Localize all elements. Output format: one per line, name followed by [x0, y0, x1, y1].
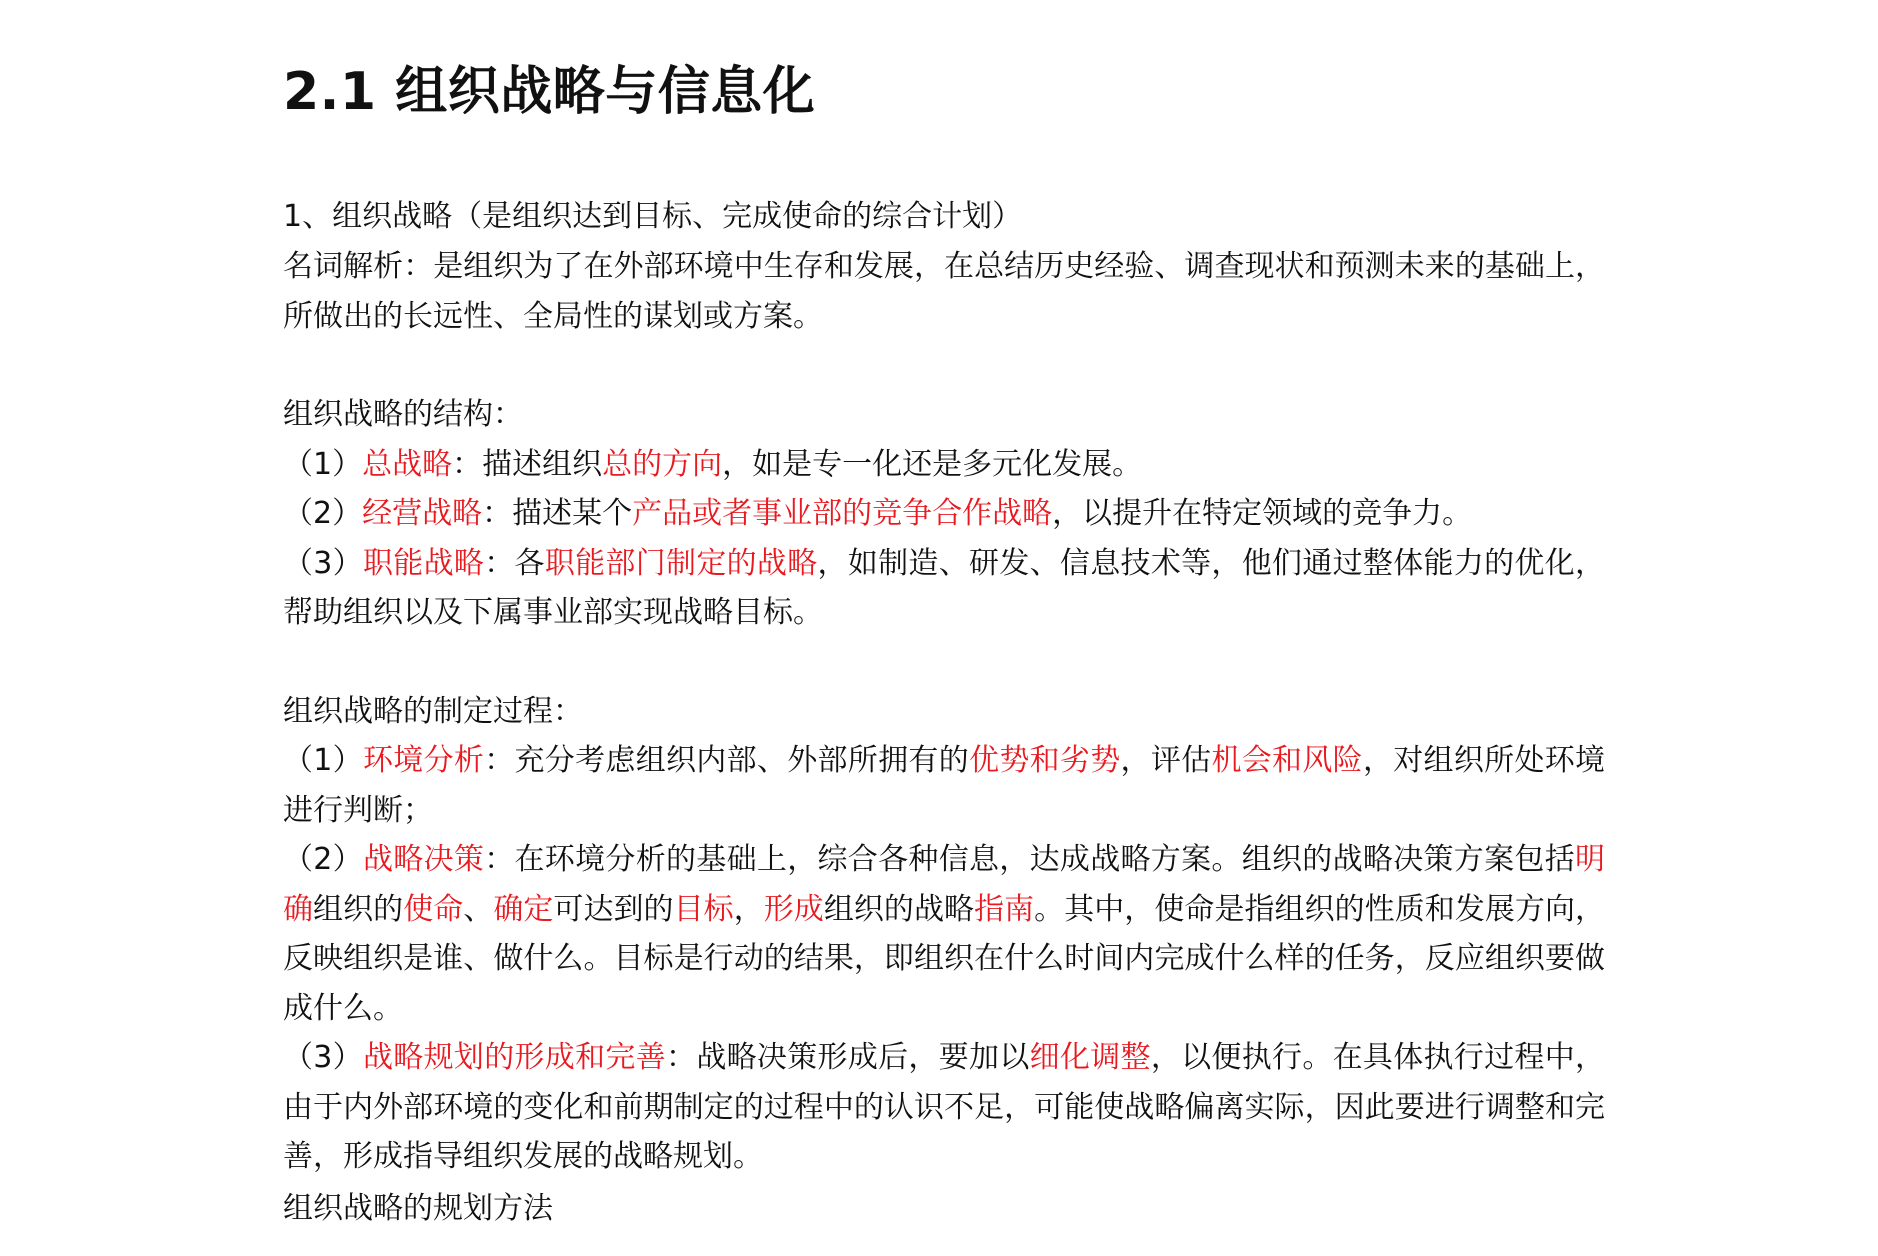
- process-item-number: （2）: [283, 842, 363, 877]
- process-highlight-text: 机会和风险: [1211, 743, 1363, 778]
- process-highlight-text: 目标: [673, 891, 734, 927]
- next-section-heading: 组织战略的规划方法: [283, 1191, 553, 1226]
- process-item: [283, 1033, 1605, 1182]
- process-body-text: ：战略决策形成后，要加以: [666, 1040, 1030, 1075]
- structure-body-text: ：各: [484, 545, 545, 581]
- structure-body-text: ，如是专一化还是多元化发展。: [722, 446, 1143, 482]
- definition-paragraph: [283, 242, 1605, 341]
- structure-highlight-text: 总战略: [362, 446, 453, 482]
- process-list: [283, 736, 1605, 1182]
- process-heading: 组织战略的制定过程：: [283, 693, 583, 729]
- process-highlight-text: 形成: [763, 891, 824, 927]
- definition-label: 名词解析: [283, 249, 404, 284]
- process-body-text: ，对组织所处环境进行判断；: [283, 743, 1606, 828]
- structure-highlight-text: 职能部门制定的战略: [544, 545, 818, 581]
- process-item-number: （3）: [283, 1040, 363, 1075]
- process-highlight-text: 战略决策: [363, 842, 485, 877]
- structure-highlight-text: 经营战略: [362, 496, 483, 531]
- process-highlight-text: 确定: [493, 891, 554, 927]
- structure-item-number: （2）: [283, 496, 363, 531]
- structure-item-number: （3）: [283, 545, 363, 581]
- definition-text: 是组织为了在外部环境中生存和发展，在总结历史经验、调查现状和预测未来的基础上，所做出的长远性、全局性的谋划或方案。: [283, 249, 1606, 334]
- structure-list: [283, 440, 1605, 638]
- process-highlight-text: 战略规划的形成和完善: [363, 1040, 667, 1075]
- process-highlight-text: 指南: [974, 891, 1035, 927]
- structure-item: [283, 539, 1605, 638]
- structure-heading: 组织战略的结构：: [283, 397, 523, 432]
- process-body-text: ：充分考虑组织内部、外部所拥有的: [484, 743, 970, 778]
- structure-body-text: ：描述组织: [452, 446, 603, 482]
- document-page: [283, 56, 1605, 1231]
- process-item-number: （1）: [283, 743, 363, 778]
- process-body-text: 可达到的: [553, 891, 674, 927]
- process-item: [283, 835, 1605, 1033]
- process-highlight-text: 优势和劣势: [969, 743, 1121, 778]
- process-body-text: ，评估: [1120, 743, 1212, 778]
- process-body-text: 。其中，使命是指组织的性质和发展方向，反映组织是谁、做什么。目标是行动的结果，即组织在什么时间内完成什么样的任务，反应组织要做成什么。: [283, 891, 1606, 1026]
- structure-highlight-text: 总的方向: [602, 446, 723, 482]
- section-subheading: 1、组织战略（是组织达到目标、完成使命的综合计划）: [283, 199, 1023, 234]
- structure-item: [283, 440, 1605, 490]
- process-highlight-text: 使命: [403, 891, 464, 927]
- structure-highlight-text: 产品或者事业部的竞争合作战略: [632, 496, 1053, 531]
- structure-item-number: （1）: [283, 446, 363, 482]
- process-body-text: 、: [463, 891, 494, 927]
- process-item: [283, 736, 1605, 835]
- process-body-text: ：在环境分析的基础上，综合各种信息，达成战略方案。组织的战略决策方案包括: [484, 842, 1576, 877]
- definition-separator: ：: [403, 249, 434, 284]
- page-title: 2.1 组织战略与信息化: [283, 62, 816, 122]
- process-highlight-text: 细化调整: [1029, 1040, 1151, 1075]
- structure-body-text: ，以提升在特定领域的竞争力。: [1052, 496, 1473, 531]
- process-body-text: 组织的: [313, 891, 404, 927]
- process-highlight-text: 明确: [283, 842, 1606, 927]
- structure-highlight-text: 职能战略: [363, 545, 485, 581]
- structure-body-text: ，如制造、研发、信息技术等，他们通过整体能力的优化，帮助组织以及下属事业部实现战略目标。: [283, 545, 1606, 630]
- structure-item: [283, 489, 1605, 539]
- process-body-text: ，以便执行。在具体执行过程中，由于内外部环境的变化和前期制定的过程中的认识不足，可能使战略偏离实际，因此要进行调整和完善，形成指导组织发展的战略规划。: [283, 1040, 1606, 1174]
- process-body-text: 组织的战略: [823, 891, 975, 927]
- structure-body-text: ：描述某个: [482, 496, 633, 531]
- process-body-text: ，: [733, 891, 764, 927]
- process-highlight-text: 环境分析: [363, 743, 485, 778]
